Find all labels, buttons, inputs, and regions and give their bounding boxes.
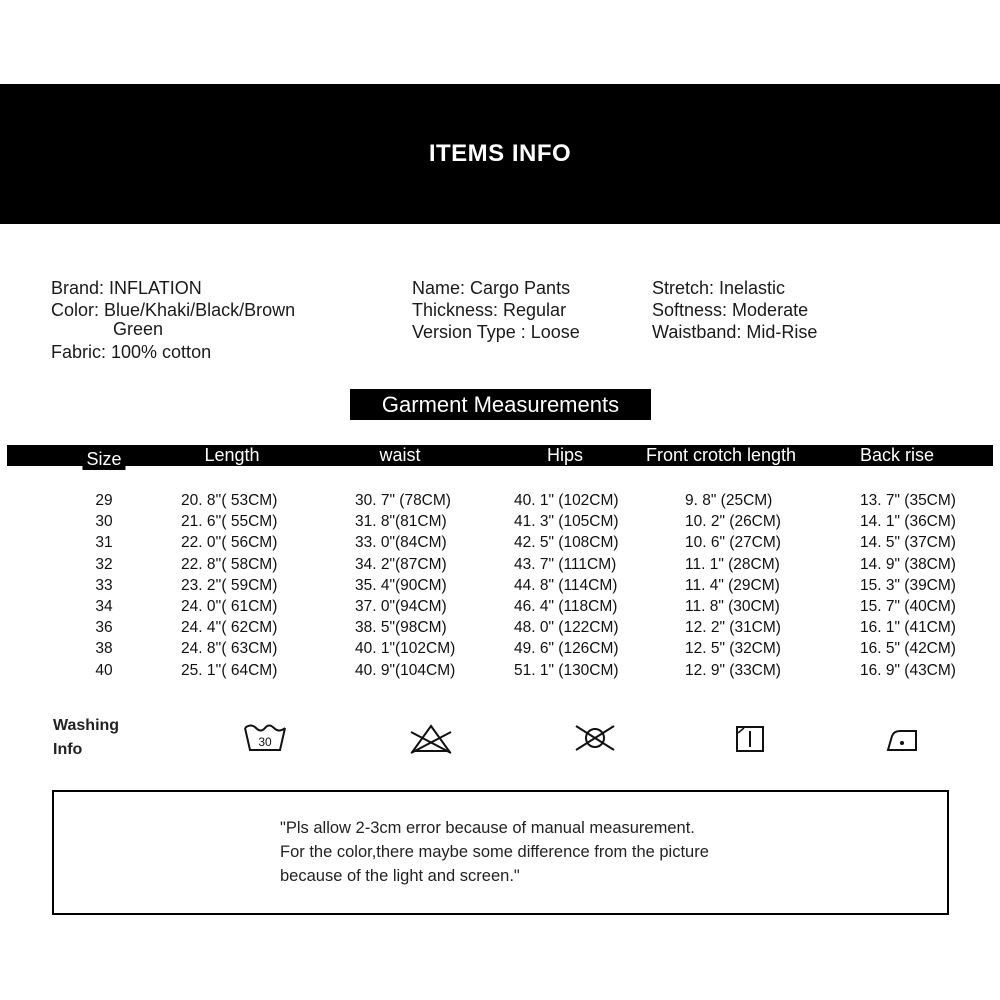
table-row [0,660,1000,681]
length-cell: 22. 8''( 58CM) [181,555,278,573]
front-crotch-cell: 12. 5" (32CM) [685,640,781,658]
waist-cell: 30. 7" (78CM) [355,492,451,509]
version-text: Version Type : Loose [412,322,580,342]
thickness-text: Thickness: Regular [412,300,567,320]
washing-label-line2: Info [53,741,83,758]
do-not-bleach-icon [409,722,453,754]
back-rise-cell: 14. 1" (36CM) [860,513,956,531]
table-row [0,490,1000,511]
front-crotch-cell: 10. 2" (26CM) [685,513,781,531]
waist-cell: 34. 2"(87CM) [355,555,447,573]
back-rise-cell: 14. 5" (37CM) [860,534,956,552]
waist-cell: 31. 8"(81CM) [355,513,447,531]
hips-cell: 51. 1" (130CM) [514,661,619,679]
size-cell: 30 [95,513,113,531]
front-crotch-cell: 11. 4" (29CM) [685,576,780,594]
length-cell: 21. 6''( 55CM) [181,513,278,531]
table-row [0,532,1000,553]
line-dry-icon [728,722,772,754]
table-row [0,617,1000,638]
front-crotch-cell: 12. 9" (33CM) [685,661,781,679]
back-rise-cell: 16. 9" (43CM) [860,661,956,679]
wash-30-icon [243,722,287,754]
column-header-size: Size [82,448,125,470]
size-cell: 34 [95,598,113,615]
column-header-hips: Hips [546,445,584,465]
waist-cell: 40. 9"(104CM) [355,661,456,679]
disclaimer-line-2: For the color,there maybe some difference from the picture [280,843,709,861]
size-cell: 33 [95,576,113,594]
spec-column-1 [51,277,295,363]
size-cell: 38 [95,640,113,658]
length-cell: 24. 4''( 62CM) [181,619,278,637]
front-crotch-cell: 10. 6" (27CM) [685,534,781,552]
hips-cell: 46. 4" (118CM) [514,598,618,615]
table-row [0,554,1000,575]
iron-low-icon [880,722,924,754]
hips-cell: 49. 6" (126CM) [514,640,619,658]
back-rise-cell: 13. 7" (35CM) [860,492,956,509]
hips-cell: 41. 3" (105CM) [514,513,619,531]
length-cell: 24. 0''( 61CM) [181,598,278,615]
length-cell: 20. 8''( 53CM) [181,492,278,509]
disclaimer-line-1: "Pls allow 2-3cm error because of manual measurement. [280,819,695,837]
header-banner [0,84,1000,224]
color-text-continued: Green [113,319,164,339]
softness-text: Softness: Moderate [652,300,809,320]
column-header-length: Length [204,445,260,465]
table-row [0,596,1000,617]
waistband-text: Waistband: Mid-Rise [652,322,818,342]
hips-cell: 48. 0" (122CM) [514,619,619,637]
waist-cell: 40. 1"(102CM) [355,640,456,658]
table-row [0,511,1000,532]
front-crotch-cell: 9. 8" (25CM) [685,492,773,509]
waist-cell: 33. 0"(84CM) [355,534,447,552]
disclaimer-box [52,790,949,915]
disclaimer-line-3: because of the light and screen." [280,867,520,885]
wash-temperature: 30 [258,735,272,749]
hips-cell: 40. 1" (102CM) [514,492,619,509]
back-rise-cell: 15. 3" (39CM) [860,576,956,594]
column-header-waist: waist [379,445,421,465]
washing-label-line1: Washing [53,717,120,734]
size-cell: 36 [95,619,113,637]
length-cell: 23. 2''( 59CM) [181,576,278,594]
size-cell: 29 [95,492,113,509]
back-rise-cell: 14. 9" (38CM) [860,555,956,573]
hips-cell: 42. 5" (108CM) [514,534,619,552]
length-cell: 24. 8''( 63CM) [181,640,278,658]
washing-info-label [53,714,119,762]
back-rise-cell: 15. 7" (40CM) [860,598,956,615]
size-cell: 40 [95,661,113,679]
table-row [0,575,1000,596]
column-header-back-rise: Back rise [859,445,935,465]
hips-cell: 44. 8" (114CM) [514,576,618,594]
waist-cell: 37. 0"(94CM) [355,598,447,615]
waist-cell: 35. 4"(90CM) [355,576,447,594]
front-crotch-cell: 12. 2" (31CM) [685,619,781,637]
table-row [0,638,1000,659]
front-crotch-cell: 11. 1" (28CM) [685,555,780,573]
stretch-text: Stretch: Inelastic [652,278,786,298]
length-cell: 22. 0''( 56CM) [181,534,278,552]
fabric-text: Fabric: 100% cotton [51,342,212,362]
disclaimer-text [280,816,709,888]
hips-cell: 43. 7" (111CM) [514,555,617,573]
back-rise-cell: 16. 1" (41CM) [860,619,956,637]
do-not-tumble-dry-icon [573,722,617,754]
brand-text: Brand: INFLATION [51,278,202,298]
size-cell: 32 [95,555,113,573]
column-header-front-crotch: Front crotch length [645,445,797,465]
spec-column-3 [652,277,817,343]
spec-column-2 [412,277,580,343]
back-rise-cell: 16. 5" (42CM) [860,640,956,658]
waist-cell: 38. 5"(98CM) [355,619,447,637]
table-header [7,445,993,466]
banner-title: ITEMS INFO [428,140,572,167]
name-text: Name: Cargo Pants [412,278,571,298]
length-cell: 25. 1''( 64CM) [181,661,278,679]
size-cell: 31 [95,534,113,552]
color-text: Color: Blue/Khaki/Black/Brown [51,300,296,320]
front-crotch-cell: 11. 8" (30CM) [685,598,780,615]
measurements-heading: Garment Measurements [350,389,651,420]
